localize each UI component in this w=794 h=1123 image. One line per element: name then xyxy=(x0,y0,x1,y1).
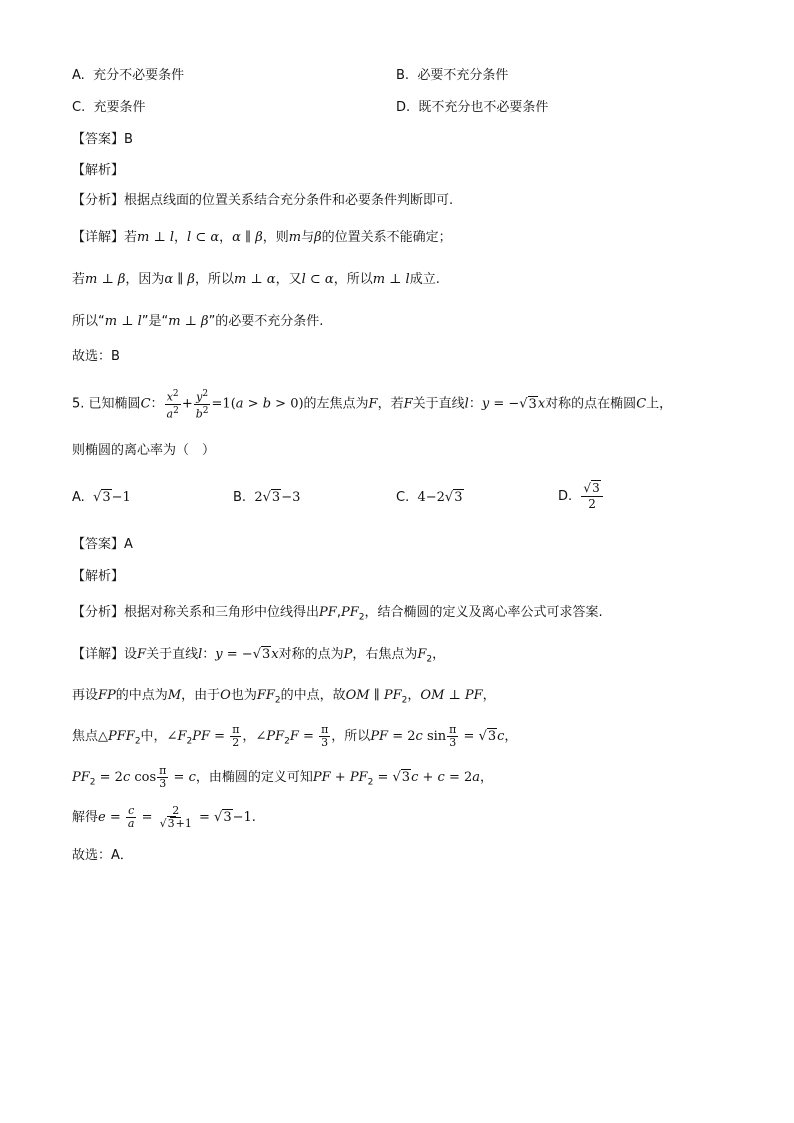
q4-detail-line-1: 【详解】若m ⊥ l，l ⊂ α，α ∥ β，则m与β的位置关系不能确定； xyxy=(72,230,452,245)
q5-answer: 【答案】A xyxy=(72,537,133,552)
q4-option-c: C. 充要条件 xyxy=(72,100,146,115)
q5-detail-line-3: 焦点$\triangle PFF_2$中，$\angle F_2PF$ = $\frac{\pi}{2}$ ，$\angle PF_2F$ = $\frac{\pi}{3}$ ，所以PF = 2c sin $\frac{\pi}{3}$ = √3c， xyxy=(72,723,518,749)
q4-analysis-label: 【解析】 xyxy=(72,163,125,178)
q4-option-d: D. 既不充分也不必要条件 xyxy=(396,100,549,115)
q5-choose: 故选：A． xyxy=(72,848,133,863)
q5-option-c: C. 4−2√3 xyxy=(396,490,463,505)
q5-option-d: D. $\frac{√3}{2}$ xyxy=(558,480,604,514)
q5-stem-line-2: 则椭圆的离心率为（ ） xyxy=(72,443,216,458)
q5-analysis-label: 【解析】 xyxy=(72,569,125,584)
q4-detail-line-3: 所以“m ⊥ l”是“m ⊥ β”的必要不充分条件. xyxy=(72,314,324,329)
q5-detail-line-2: 再设FP的中点为M，由于O也为$FF_2$的中点，故OM ∥ $PF_2$，OM ⊥ PF， xyxy=(72,688,496,706)
q5-fenxi: 【分析】根据对称关系和三角形中位线得出$PF,PF_2$，结合椭圆的定义及离心率公式可求答案. xyxy=(72,605,603,623)
q4-choose: 故选：B xyxy=(72,349,120,364)
q5-option-a: A. √3−1 xyxy=(72,490,131,505)
q5-detail-line-5: 解得e = $\frac{c}{a}$ = $\frac{2}{√3+1}$ = √3−1. xyxy=(72,804,256,830)
q4-detail-line-2: 若m ⊥ β，因为α ∥ β，所以m ⊥ α，又l ⊂ α，所以m ⊥ l成立. xyxy=(72,272,440,287)
q4-option-a: A. 充分不必要条件 xyxy=(72,68,185,83)
q4-option-b: B. 必要不充分条件 xyxy=(396,68,509,83)
q5-stem-line-1: 5. 已知椭圆C： $\frac{x^2}{a^2}$ + $\frac{y^2}{b^2}$ =1(a > b > 0)的左焦点为F，若F关于直线l：y = −√3x对称的点在椭圆C上， xyxy=(72,389,673,421)
q5-detail-line-1: 【详解】设F关于直线l：y = −√3x对称的点为P，右焦点为$F_2$， xyxy=(72,647,446,665)
q4-fenxi: 【分析】根据点线面的位置关系结合充分条件和必要条件判断即可. xyxy=(72,193,454,208)
q4-answer: 【答案】B xyxy=(72,132,133,147)
q5-detail-line-4: $PF_2 = 2c$ cos $\frac{\pi}{3}$ = c，由椭圆的定义可知PF + $PF_2 = √3c + c = 2a$， xyxy=(72,764,494,790)
q5-option-b: B. 2√3−3 xyxy=(233,490,301,505)
